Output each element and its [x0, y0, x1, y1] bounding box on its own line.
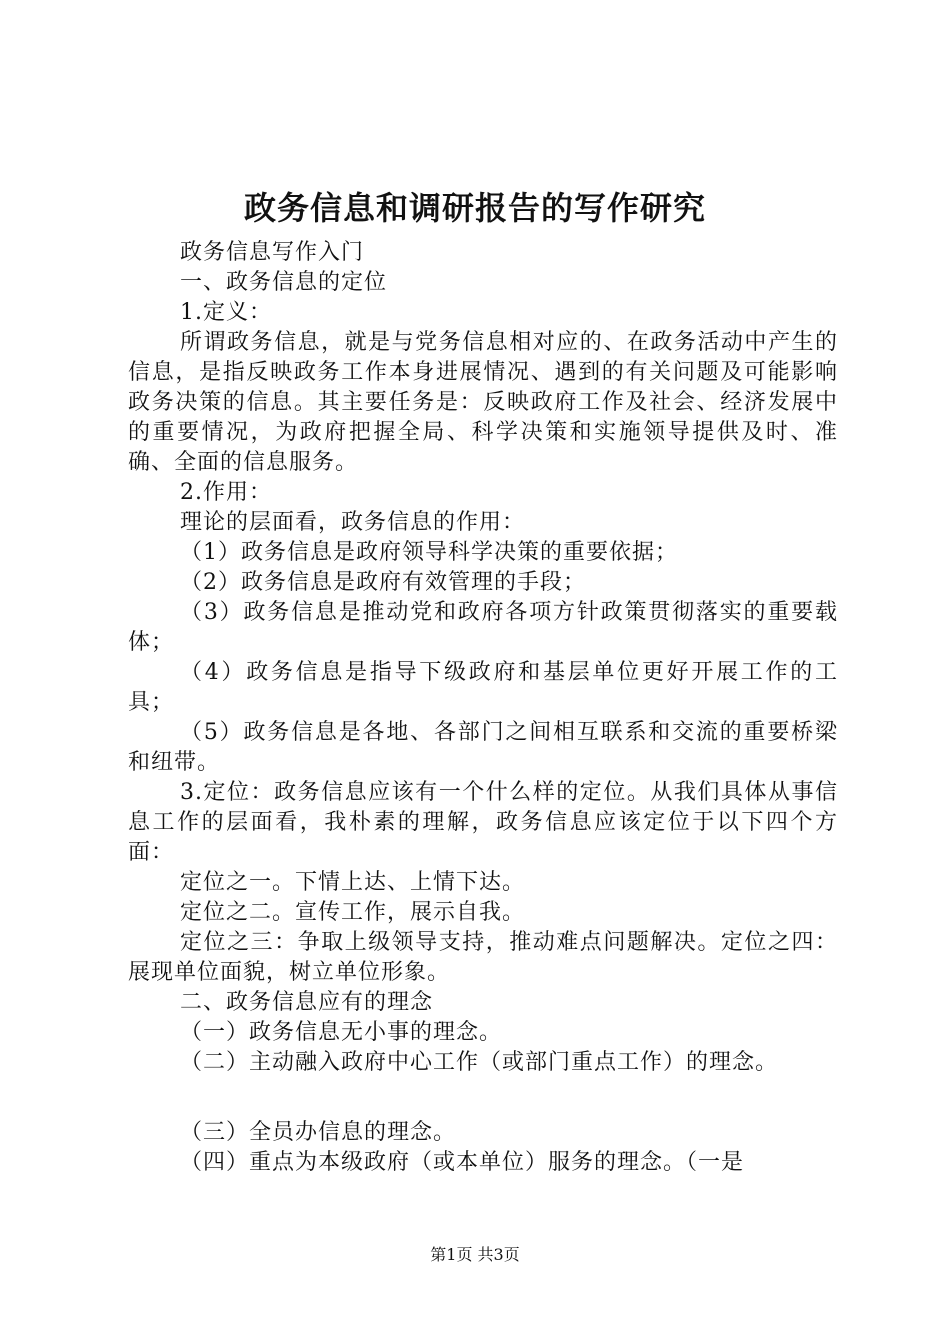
paragraph: （2）政务信息是政府有效管理的手段； — [180, 570, 586, 595]
paragraph: （3）政务信息是推动党和政府各项方针政策贯彻落实的重要载体； — [128, 600, 838, 655]
paragraph: 理论的层面看，政务信息的作用： — [180, 510, 526, 535]
paragraph: 3.定位：政务信息应该有一个什么样的定位。从我们具体从事信息工作的层面看，我朴素的理解，政务信息应该定位于以下四个方面： — [128, 780, 838, 865]
paragraph: 2.作用： — [180, 480, 272, 505]
paragraph: 一、政务信息的定位 — [180, 270, 388, 295]
paragraph: 定位之一。下情上达、上情下达。 — [180, 870, 526, 895]
paragraph: 定位之三：争取上级领导支持，推动难点问题解决。定位之四：展现单位面貌，树立单位形象。 — [128, 930, 838, 985]
document-body — [128, 238, 838, 1178]
paragraph: 1.定义： — [180, 300, 272, 325]
document-title: 政务信息和调研报告的写作研究 — [243, 189, 706, 227]
paragraph: 政务信息写作入门 — [180, 240, 365, 265]
paragraph: （5）政务信息是各地、各部门之间相互联系和交流的重要桥梁和纽带。 — [128, 720, 838, 775]
paragraph: （二）主动融入政府中心工作（或部门重点工作）的理念。 — [180, 1050, 779, 1075]
page-number: 第1页 共3页 — [430, 1245, 520, 1264]
blank-line — [128, 1078, 838, 1118]
paragraph: （四）重点为本级政府（或本单位）服务的理念。（一是 — [180, 1150, 745, 1175]
paragraph: 二、政务信息应有的理念 — [180, 990, 434, 1015]
paragraph: （4）政务信息是指导下级政府和基层单位更好开展工作的工具； — [128, 660, 838, 715]
paragraph: 所谓政务信息，就是与党务信息相对应的、在政务活动中产生的信息，是指反映政务工作本身进展情况、遇到的有关问题及可能影响政务决策的信息。其主要任务是：反映政府工作及社会、经济发展中的重要情况，为政府把握全局、科学决策和实施领导提供及时、准确、全面的信息服务。 — [128, 330, 838, 475]
paragraph: （一）政务信息无小事的理念。 — [180, 1020, 503, 1045]
paragraph: （1）政务信息是政府领导科学决策的重要依据； — [180, 540, 678, 565]
paragraph: 定位之二。宣传工作，展示自我。 — [180, 900, 526, 925]
paragraph: （三）全员办信息的理念。 — [180, 1120, 457, 1145]
